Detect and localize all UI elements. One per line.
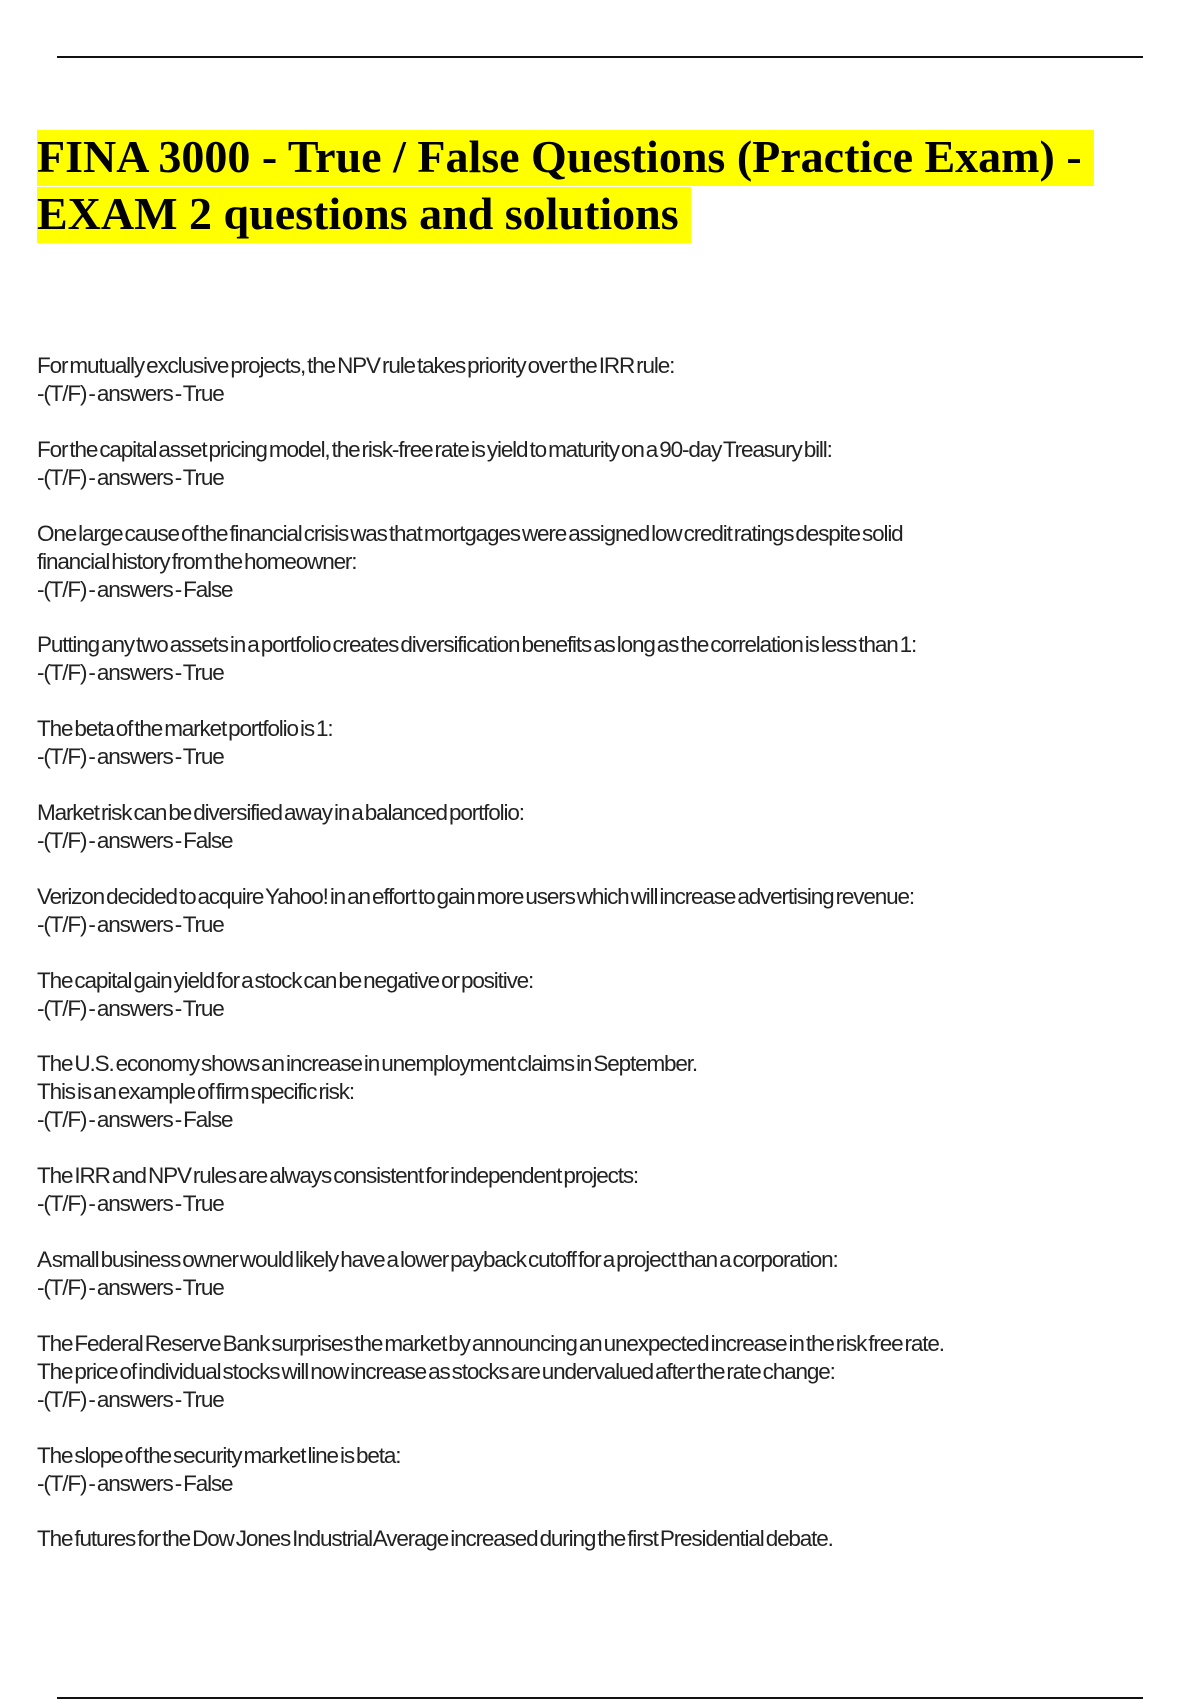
top-divider — [57, 56, 1143, 58]
question-text: The Federal Reserve Bank surprises the market by announcing an unexpected increase in the risk free rate. The price of individual stocks will now increase as stocks are undervalued after the rate change: — [37, 1330, 944, 1384]
page-title — [37, 128, 1167, 242]
question-text: Verizon decided to acquire Yahoo! in an effort to gain more users which will increase advertising revenue: — [37, 883, 914, 909]
answer-text: -(T/F) - answers - False — [37, 576, 233, 602]
answer-text: -(T/F) - answers - False — [37, 1107, 233, 1133]
question-text: For mutually exclusive projects, the NPV rule takes priority over the IRR rule: — [37, 353, 675, 378]
answer-text: -(T/F) - answers - True — [37, 464, 224, 490]
question-text: The slope of the security market line is beta: — [37, 1442, 401, 1468]
question-item — [37, 883, 1167, 939]
question-item — [37, 967, 1167, 1023]
answer-text: -(T/F) - answers - True — [37, 660, 224, 686]
answer-text: -(T/F) - answers - True — [37, 1191, 224, 1217]
page-title-highlight: FINA 3000 - True / False Questions (Practice Exam) - EXAM 2 questions and solutions — [37, 130, 1094, 243]
bottom-divider — [57, 1697, 1143, 1699]
answer-text: -(T/F) - answers - True — [37, 1274, 224, 1300]
question-text: One large cause of the financial crisis was that mortgages were assigned low credit ratings despite solid financial history from the homeowner: — [37, 520, 903, 574]
question-item — [37, 1246, 1167, 1302]
answer-text: -(T/F) - answers - True — [37, 1386, 224, 1412]
question-text: Market risk can be diversified away in a balanced portfolio: — [37, 799, 524, 825]
question-item — [37, 715, 1167, 771]
question-item — [37, 1330, 1167, 1414]
question-text: The beta of the market portfolio is 1: — [37, 716, 333, 742]
question-list — [37, 352, 1167, 1581]
question-item — [37, 631, 1167, 687]
question-item — [37, 1050, 1167, 1134]
question-item — [37, 352, 1167, 408]
question-text: The IRR and NPV rules are always consistent for independent projects: — [37, 1163, 639, 1189]
question-text: The futures for the Dow Jones Industrial Average increased during the first Presidential debate. — [37, 1526, 833, 1552]
question-text: Putting any two assets in a portfolio creates diversification benefits as long as the correlation is less than 1: — [37, 632, 917, 658]
question-item — [37, 1162, 1167, 1218]
answer-text: -(T/F) - answers - True — [37, 995, 224, 1021]
question-item — [37, 799, 1167, 855]
question-text: The capital gain yield for a stock can be negative or positive: — [37, 967, 534, 993]
answer-text: -(T/F) - answers - True — [37, 911, 224, 937]
answer-text: -(T/F) - answers - True — [37, 744, 224, 770]
question-item — [37, 520, 1167, 604]
question-text: The U.S. economy shows an increase in unemployment claims in September. This is an example of firm specific risk: — [37, 1051, 697, 1105]
question-item — [37, 436, 1167, 492]
question-item — [37, 1525, 1167, 1553]
question-text: For the capital asset pricing model, the risk-free rate is yield to maturity on a 90-day Treasury bill: — [37, 436, 832, 462]
question-text: A small business owner would likely have a lower payback cutoff for a project than a corporation: — [37, 1246, 838, 1272]
answer-text: -(T/F) - answers - True — [37, 381, 224, 406]
question-item — [37, 1442, 1167, 1498]
answer-text: -(T/F) - answers - False — [37, 1470, 233, 1496]
answer-text: -(T/F) - answers - False — [37, 827, 233, 853]
